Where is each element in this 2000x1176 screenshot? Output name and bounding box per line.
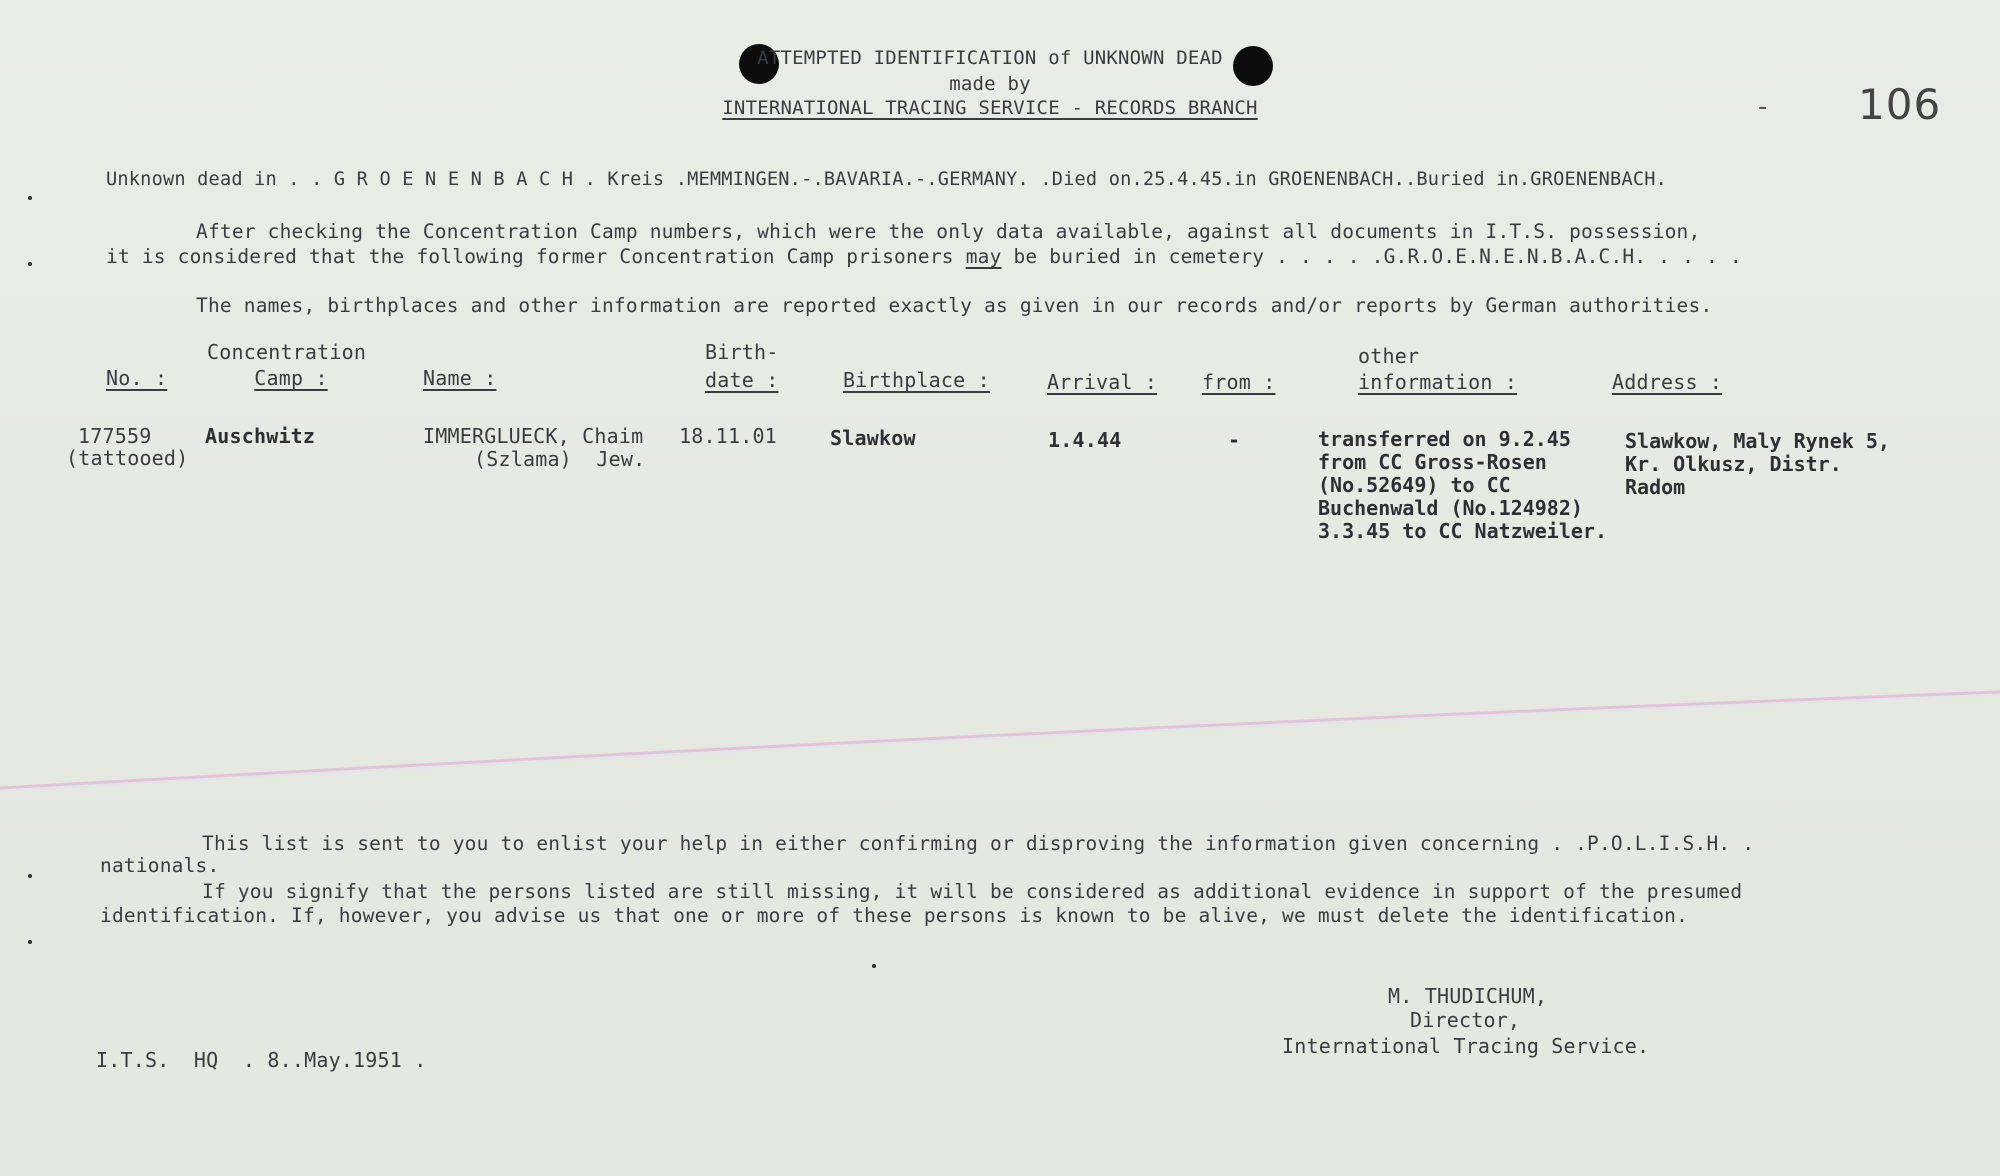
signatory-name: M. THUDICHUM, [1388, 984, 1548, 1008]
cell-birthplace: Slawkow [830, 426, 916, 450]
cell-camp: Auschwitz [205, 424, 316, 448]
cell-number-note: (tattooed) [66, 446, 189, 470]
footer-para2-line2: identification. If, however, you advise us that one or more of these persons is known to be alive, we must delete the identification. [100, 904, 1689, 927]
header-name: Name : [423, 366, 497, 390]
header-address: Address : [1612, 370, 1723, 394]
footer-para1-line1: This list is sent to you to enlist your help in either confirming or disproving the information given concerning . .P.O.L.I.S.H. . [202, 832, 1755, 855]
header-birthplace: Birthplace : [843, 368, 990, 392]
footer-para1-line2: nationals. [100, 854, 220, 877]
address-line: Radom [1625, 475, 1686, 499]
may-underlined: may [965, 245, 1002, 268]
header-other-information: information : [1358, 370, 1518, 394]
footer-para2-line1: If you signify that the persons listed are still missing, it will be considered as additional evidence in support of the presumed [202, 880, 1743, 903]
place-and-date: I.T.S. HQ . 8..May.1951 . [96, 1048, 427, 1072]
header-other-top: other [1358, 344, 1420, 368]
header-arrival: Arrival : [1047, 370, 1158, 394]
checking-line-2-start: it is considered that the following former Concentration Camp prisoners [106, 245, 966, 268]
signatory-organisation: International Tracing Service. [1282, 1034, 1650, 1058]
cell-arrival: 1.4.44 [1048, 428, 1122, 452]
signatory-role: Director, [1410, 1008, 1521, 1032]
cell-other-information [1318, 428, 1607, 543]
margin-mark [28, 940, 32, 944]
other-info-line: transferred on 9.2.45 [1318, 427, 1571, 451]
cell-number: 177559 [78, 424, 152, 448]
cell-name-line2: (Szlama) Jew. [474, 447, 646, 471]
header-from: from : [1202, 370, 1276, 394]
cell-birthdate: 18.11.01 [679, 424, 777, 448]
address-line: Kr. Olkusz, Distr. [1625, 452, 1842, 476]
margin-mark [28, 874, 32, 878]
cell-name-line1: IMMERGLUECK, Chaim [423, 424, 644, 448]
checking-line-2-end: be buried in cemetery . . . . .G.R.O.E.N.E.N.B.A.C.H. . . . . [1001, 245, 1742, 268]
document-title: ATTEMPTED IDENTIFICATION of UNKNOWN DEAD [757, 47, 1223, 69]
names-reported-line: The names, birthplaces and other information are reported exactly as given in our records and/or reports by German authorities. [196, 294, 1713, 317]
margin-mark [872, 964, 876, 968]
header-birthdate-top: Birth- [705, 340, 779, 364]
cell-address [1625, 430, 1890, 499]
checking-line-1: After checking the Concentration Camp numbers, which were the only data available, against all documents in I.T.S. possession, [196, 220, 1701, 243]
other-info-line: Buchenwald (No.124982) [1318, 496, 1583, 520]
page-number: 106 [1858, 80, 1942, 129]
made-by-line: made by [949, 73, 1031, 95]
side-mark: - [1758, 92, 1768, 122]
header-camp: Camp : [254, 366, 328, 390]
other-info-line: 3.3.45 to CC Natzweiler. [1318, 519, 1607, 543]
margin-mark [28, 262, 32, 266]
other-info-line: from CC Gross-Rosen [1318, 450, 1547, 474]
margin-mark [28, 196, 32, 200]
records-branch-line: INTERNATIONAL TRACING SERVICE - RECORDS BRANCH [722, 97, 1258, 119]
other-info-line: (No.52649) to CC [1318, 473, 1511, 497]
header-birthdate: date : [705, 368, 779, 392]
cell-from: - [1228, 428, 1241, 452]
address-line: Slawkow, Maly Rynek 5, [1625, 429, 1890, 453]
header-camp-top: Concentration [207, 340, 367, 364]
header-no: No. : [106, 366, 168, 390]
checking-line-2 [106, 245, 1742, 269]
unknown-dead-line: Unknown dead in . . G R O E N E N B A C H . Kreis .MEMMINGEN.-.BAVARIA.-.GERMANY. .Died on.25.4.45.in GROENENBACH..Buried in.GROENENBACH. [106, 169, 1668, 190]
